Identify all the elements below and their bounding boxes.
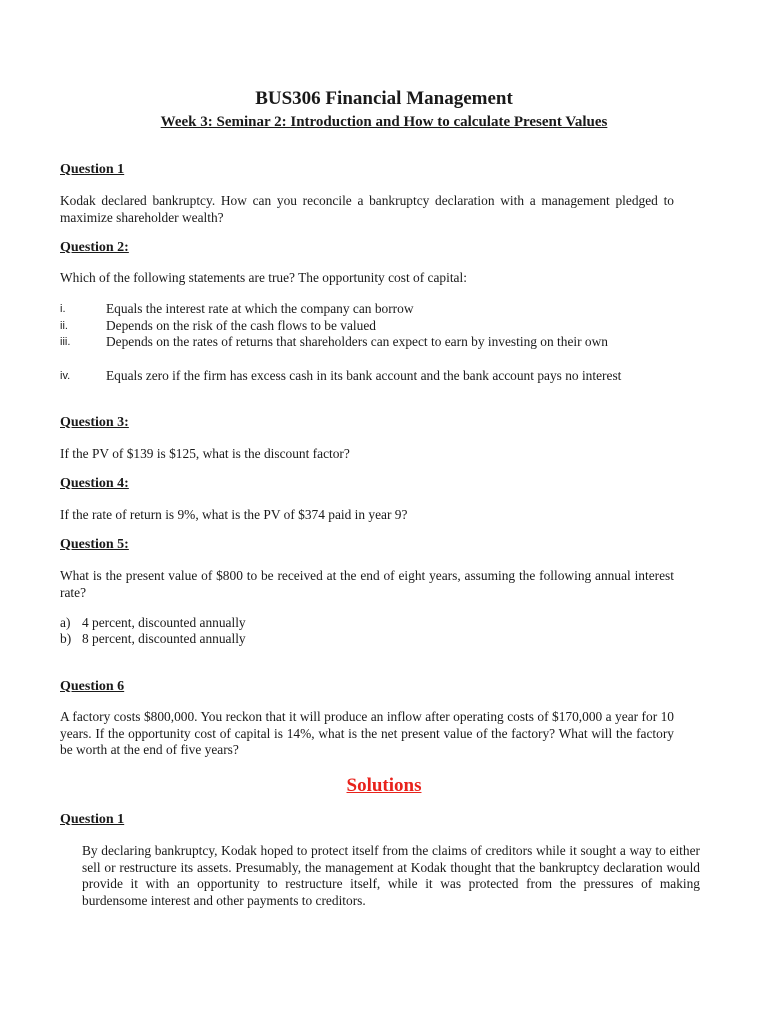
question-6-heading: Question 6 <box>60 679 125 694</box>
question-4-heading: Question 4: <box>60 476 129 491</box>
list-item-text: Equals zero if the firm has excess cash in its bank account and the bank account pays no interest <box>106 368 622 383</box>
question-5-heading: Question 5: <box>60 537 129 552</box>
list-item-text: 8 percent, discounted annually <box>82 631 246 646</box>
list-marker: ii. <box>60 320 68 332</box>
list-marker: iii. <box>60 336 71 348</box>
list-marker: b) <box>60 631 72 646</box>
question-3-heading: Question 3: <box>60 415 129 430</box>
question-2-text: Which of the following statements are true? The opportunity cost of capital: <box>60 270 467 285</box>
list-marker: a) <box>60 615 71 630</box>
document-title: BUS306 Financial Management <box>255 88 513 109</box>
question-2-heading: Question 2: <box>60 240 129 255</box>
question-1-heading: Question 1 <box>60 162 125 177</box>
solution-1-text: By declaring bankruptcy, Kodak hoped to protect itself from the claims of creditors while it sought a way to either sell or restructure its assets. Presumably, the management at Kodak thought that the bankruptcy declaration would provide it with an opportunity to restructure itself, while it was protected from the pressures of making burdensome interest and other payments to creditors. <box>82 843 700 908</box>
list-item-text: Depends on the risk of the cash flows to be valued <box>106 318 376 333</box>
list-item <box>60 631 246 648</box>
solutions-heading: Solutions <box>346 775 422 796</box>
question-5-text: What is the present value of $800 to be received at the end of eight years, assuming the following annual interest rate? <box>60 568 674 600</box>
list-item-text: Equals the interest rate at which the company can borrow <box>106 301 414 316</box>
list-item <box>60 615 246 632</box>
question-3-text: If the PV of $139 is $125, what is the discount factor? <box>60 446 350 461</box>
solution-1-heading: Question 1 <box>60 812 125 827</box>
question-1-text: Kodak declared bankruptcy. How can you reconcile a bankruptcy declaration with a management pledged to maximize shareholder wealth? <box>60 193 674 225</box>
question-4-text: If the rate of return is 9%, what is the PV of $374 paid in year 9? <box>60 507 408 522</box>
list-item-text: 4 percent, discounted annually <box>82 615 246 630</box>
list-item-text: Depends on the rates of returns that shareholders can expect to earn by investing on their own <box>106 334 608 349</box>
list-marker: i. <box>60 303 66 315</box>
document-subtitle: Week 3: Seminar 2: Introduction and How to calculate Present Values <box>160 114 608 130</box>
question-6-text: A factory costs $800,000. You reckon that it will produce an inflow after operating costs of $170,000 a year for 10 years. If the opportunity cost of capital is 14%, what is the net present value of the factory? What will the factory be worth at the end of five years? <box>60 709 674 757</box>
list-marker: iv. <box>60 370 71 382</box>
